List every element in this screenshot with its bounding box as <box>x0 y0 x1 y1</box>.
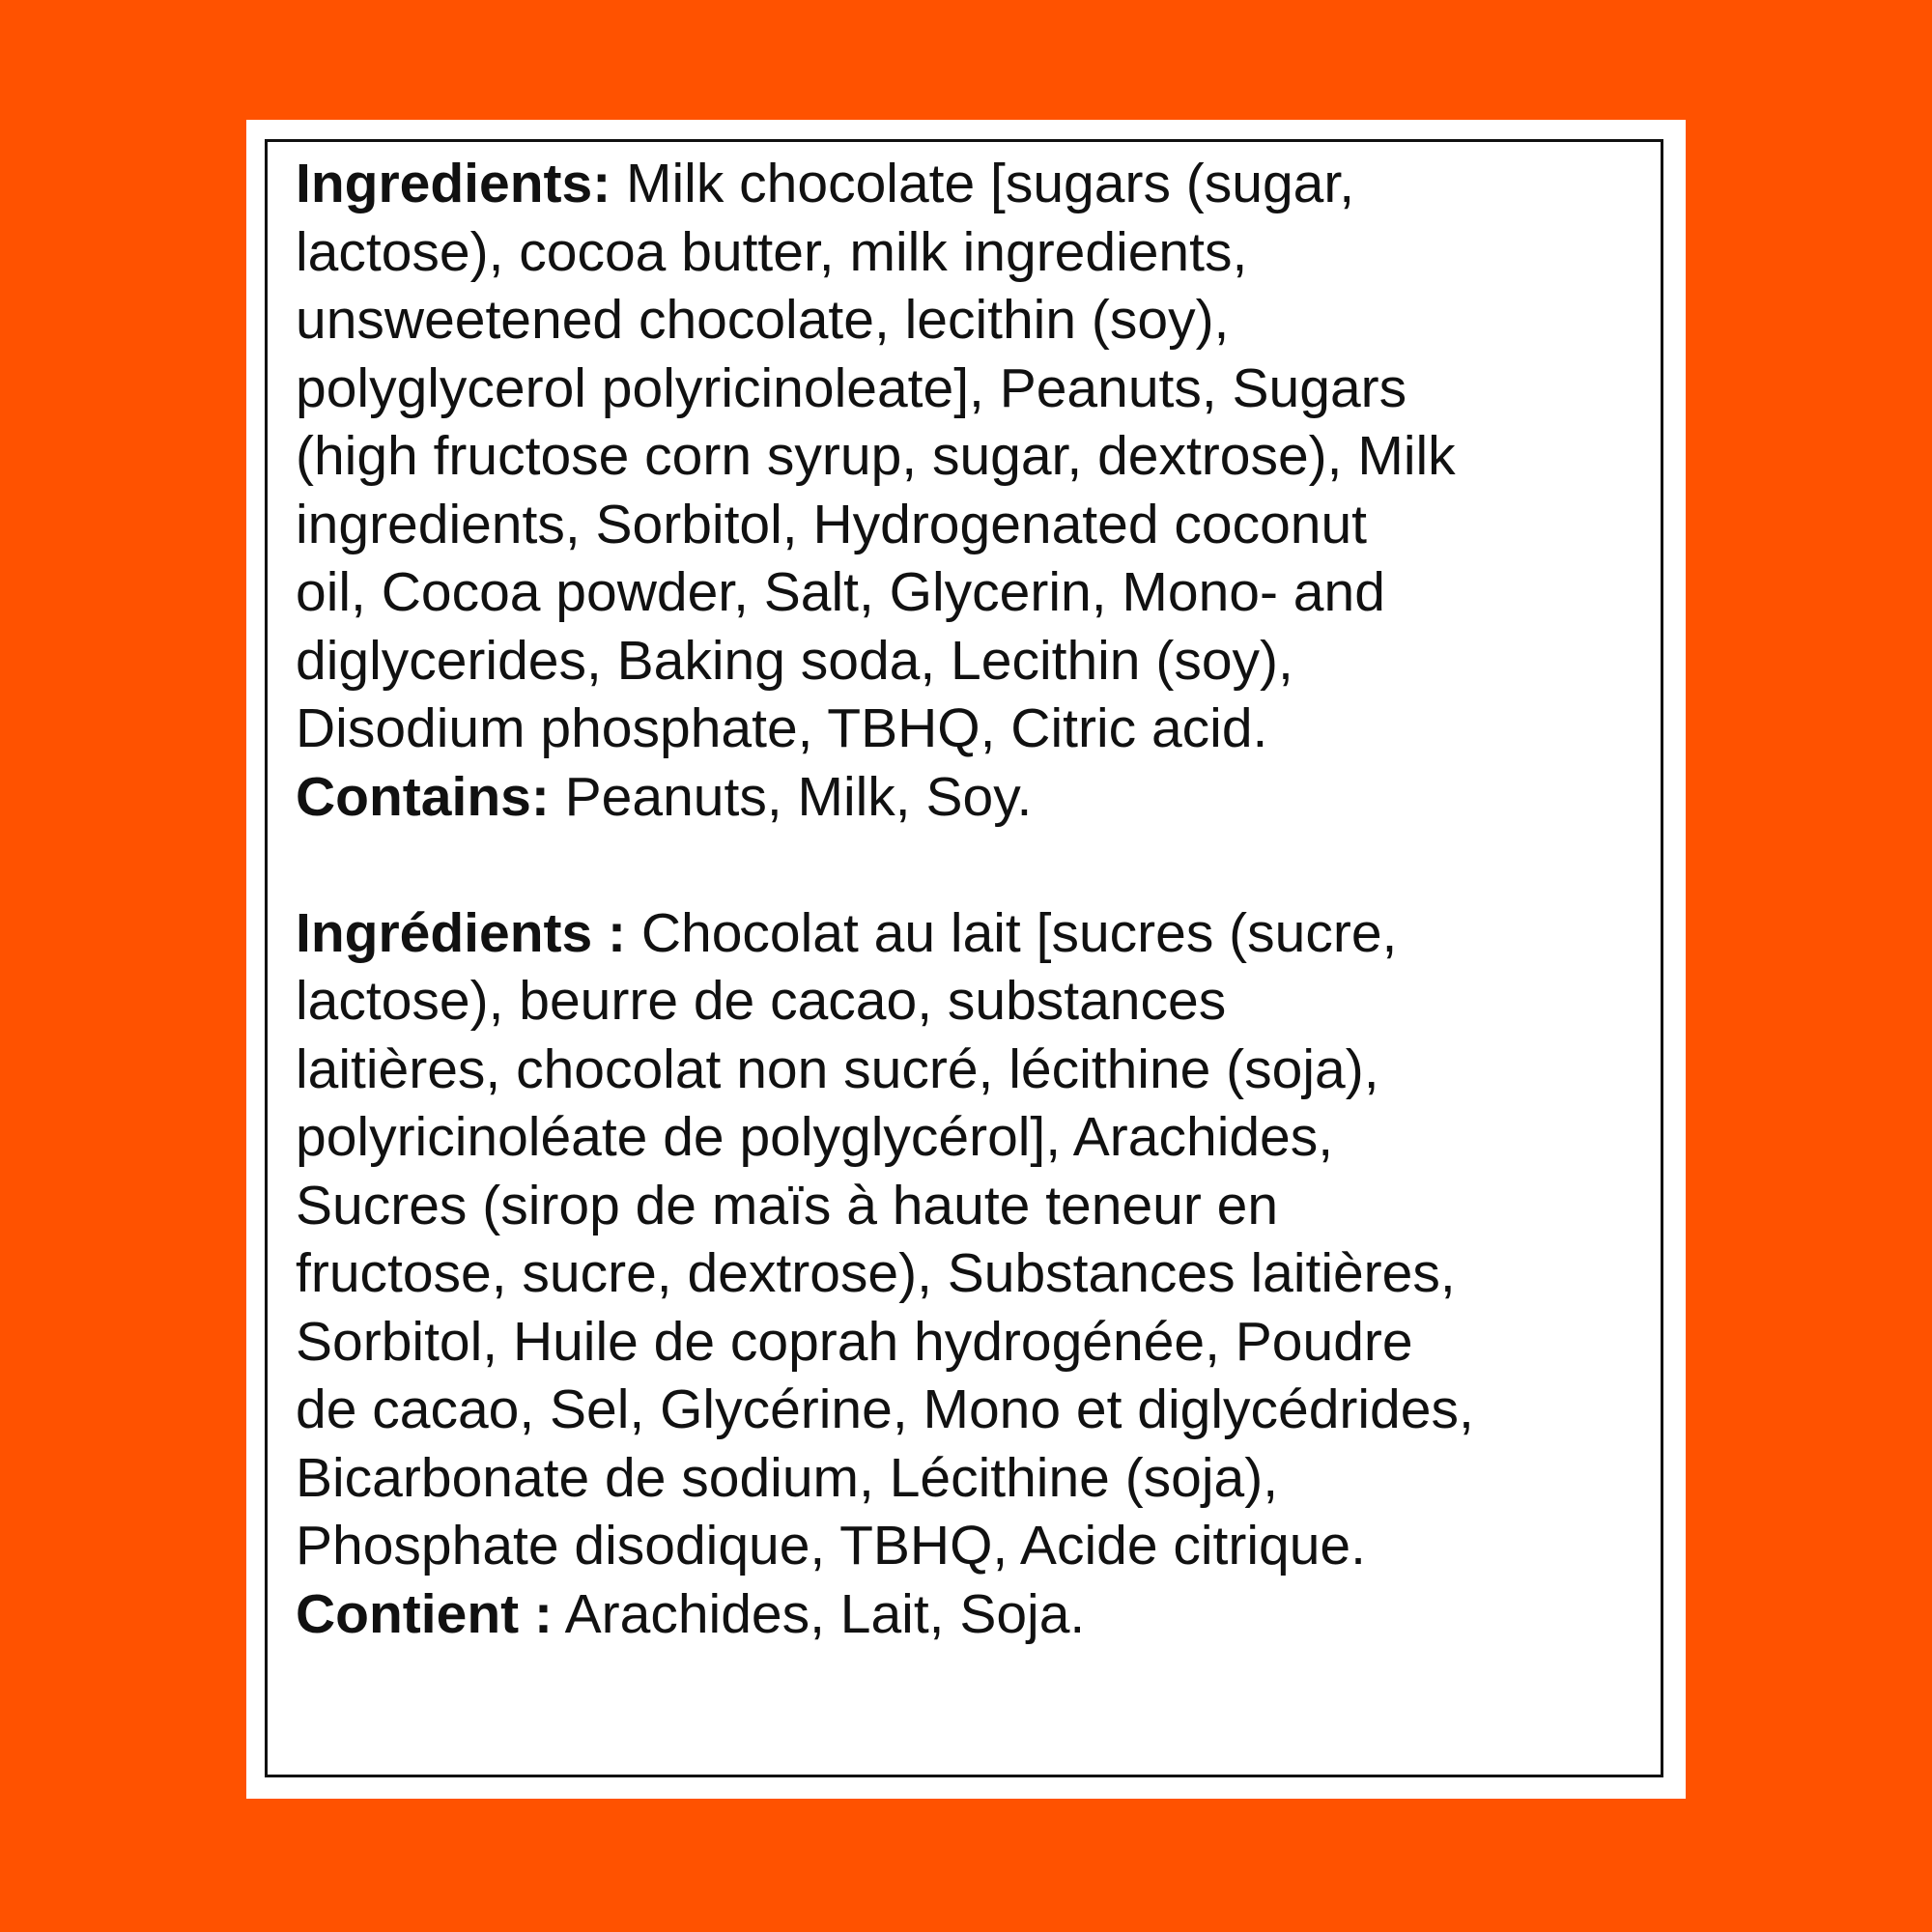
ingredient-line-text: ingredients, Sorbitol, Hydrogenated coconut <box>296 493 1368 555</box>
ingredient-heading: Contient : <box>296 1582 553 1645</box>
ingredient-line <box>296 1512 1667 1580</box>
ingredient-line <box>296 558 1667 627</box>
ingredient-line <box>296 1376 1667 1444</box>
ingredient-line <box>296 763 1667 832</box>
ingredient-line-text: Bicarbonate de sodium, Lécithine (soja), <box>296 1446 1279 1509</box>
ingredient-line-text: Phosphate disodique, TBHQ, Acide citrique. <box>296 1515 1366 1577</box>
ingredient-line <box>296 1444 1667 1513</box>
ingredient-line <box>296 1580 1667 1649</box>
ingredient-line <box>296 899 1667 968</box>
ingredient-line-text: lactose), beurre de cacao, substances <box>296 970 1227 1032</box>
ingredient-line-text: Disodium phosphate, TBHQ, Citric acid. <box>296 697 1268 759</box>
ingredient-heading: Contains: <box>296 765 550 828</box>
ingredient-line <box>296 1036 1667 1104</box>
ingredient-line-text: fructose, sucre, dextrose), Substances laitières, <box>296 1242 1456 1304</box>
ingredient-line-text: Arachides, Lait, Soja. <box>552 1582 1086 1645</box>
ingredient-line <box>296 422 1667 491</box>
ingredient-line <box>296 491 1667 559</box>
ingredient-line-text: laitières, chocolat non sucré, lécithine (soja), <box>296 1037 1379 1100</box>
ingredient-line <box>296 967 1667 1036</box>
english-ingredients <box>296 150 1667 831</box>
ingredient-line-text: de cacao, Sel, Glycérine, Mono et diglycédrides, <box>296 1378 1474 1440</box>
ingredient-line <box>296 150 1667 218</box>
french-ingredients <box>296 899 1667 1649</box>
ingredient-heading: Ingrédients : <box>296 901 627 964</box>
ingredient-line <box>296 1172 1667 1240</box>
ingredient-line-text: unsweetened chocolate, lecithin (soy), <box>296 289 1230 351</box>
ingredient-line <box>296 286 1667 355</box>
ingredient-line-text: oil, Cocoa powder, Salt, Glycerin, Mono- and <box>296 561 1385 623</box>
ingredient-line-text: Sucres (sirop de maïs à haute teneur en <box>296 1174 1279 1236</box>
ingredient-line-text: lactose), cocoa butter, milk ingredients, <box>296 220 1248 283</box>
ingredient-line-text: polyglycerol polyricinoleate], Peanuts, Sugars <box>296 356 1407 419</box>
ingredient-line <box>296 218 1667 287</box>
section-spacer <box>296 831 1667 899</box>
ingredient-line <box>296 627 1667 696</box>
ingredient-line <box>296 355 1667 423</box>
ingredient-line <box>296 1103 1667 1172</box>
ingredient-line-text: Peanuts, Milk, Soy. <box>549 765 1033 828</box>
ingredient-line-text: Chocolat au lait [sucres (sucre, <box>626 901 1398 964</box>
ingredient-line-text: polyricinoléate de polyglycérol], Arachides, <box>296 1106 1334 1168</box>
ingredient-line-text: diglycerides, Baking soda, Lecithin (soy), <box>296 629 1293 692</box>
ingredient-line <box>296 1308 1667 1377</box>
ingredient-line <box>296 1239 1667 1308</box>
ingredient-line-text: Milk chocolate [sugars (sugar, <box>611 153 1355 214</box>
ingredient-line <box>296 695 1667 763</box>
ingredients-text <box>296 150 1667 1648</box>
ingredient-line-text: (high fructose corn syrup, sugar, dextrose), Milk <box>296 425 1456 487</box>
ingredient-heading: Ingredients: <box>296 153 611 214</box>
ingredient-line-text: Sorbitol, Huile de coprah hydrogénée, Poudre <box>296 1310 1413 1373</box>
